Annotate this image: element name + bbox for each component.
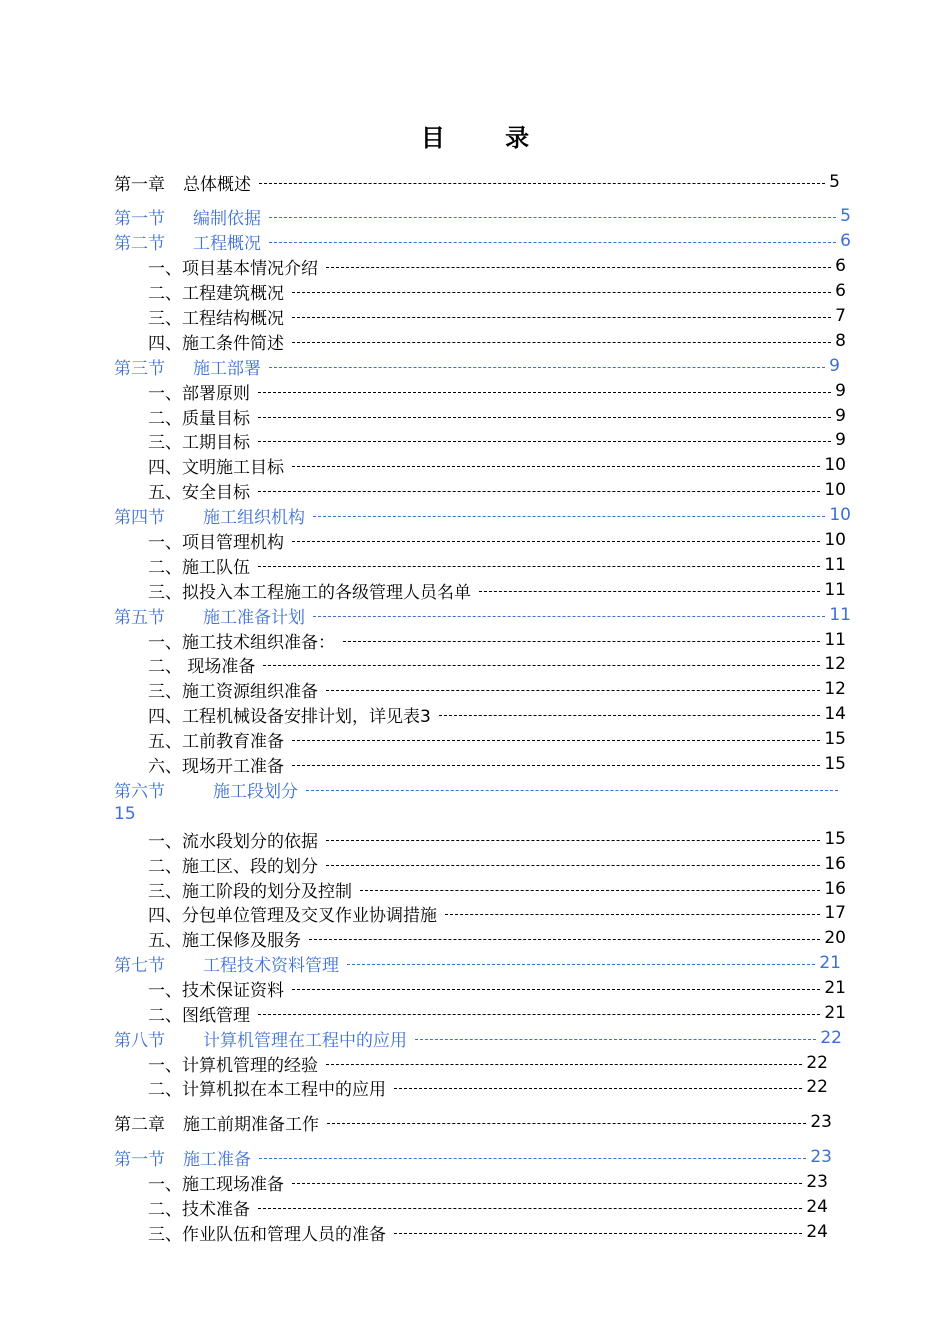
toc-entry-number: 五、施工保修及服务 xyxy=(148,930,301,951)
toc-entry-label xyxy=(148,702,431,727)
dot-leader xyxy=(269,217,836,218)
toc-entry-number: 二、质量目标 xyxy=(148,408,250,429)
toc-entry[interactable] xyxy=(148,279,846,303)
toc-entry-page: 16 xyxy=(824,879,846,899)
dot-leader xyxy=(258,491,820,492)
dot-leader xyxy=(313,616,825,617)
dot-leader xyxy=(445,914,820,915)
toc-entry-page: 9 xyxy=(835,381,846,401)
toc-entry[interactable] xyxy=(148,702,846,726)
dot-leader xyxy=(292,765,820,766)
dot-leader xyxy=(306,790,838,791)
toc-entry-page: 11 xyxy=(824,580,846,600)
dot-leader xyxy=(326,865,820,866)
toc-entry-page: 21 xyxy=(824,1003,846,1023)
toc-entry-page: 15 xyxy=(114,804,136,824)
toc-entry-label xyxy=(148,553,250,578)
toc-entry-title: 施工准备计划 xyxy=(203,607,305,628)
dot-leader xyxy=(292,317,831,318)
toc-entry-page: 23 xyxy=(810,1147,832,1167)
toc-entry-number: 一、项目管理机构 xyxy=(148,532,284,553)
dot-leader xyxy=(360,890,820,891)
toc-entry[interactable] xyxy=(114,170,840,194)
toc-entry-page: 5 xyxy=(829,172,840,192)
toc-entry-label xyxy=(148,478,250,503)
dot-leader xyxy=(269,367,825,368)
toc-entry-label xyxy=(148,578,471,603)
toc-entry-page: 12 xyxy=(824,654,846,674)
toc-entry-label xyxy=(148,1051,318,1076)
toc-entry-number: 二、施工队伍 xyxy=(148,557,250,578)
toc-entry[interactable] xyxy=(148,578,846,602)
dot-leader xyxy=(394,1088,802,1089)
toc-entry-title: 施工部署 xyxy=(193,358,261,379)
toc-entry-number: 第五节 xyxy=(114,607,165,628)
toc-entry[interactable] xyxy=(114,1145,832,1169)
toc-entry-label xyxy=(148,1220,386,1245)
toc-entry-number: 五、工前教育准备 xyxy=(148,731,284,752)
toc-entry[interactable] xyxy=(148,404,846,428)
toc-entry-page: 16 xyxy=(824,854,846,874)
toc-entry-number: 三、工期目标 xyxy=(148,432,250,453)
toc-entry-page: 20 xyxy=(824,928,846,948)
toc-entry-page: 11 xyxy=(824,555,846,575)
dot-leader xyxy=(292,541,820,542)
toc-entry-page: 21 xyxy=(824,978,846,998)
toc-entry-page: 15 xyxy=(824,754,846,774)
toc-entry[interactable] xyxy=(148,1220,828,1244)
toc-entry-number: 第七节 xyxy=(114,955,165,976)
dot-leader xyxy=(258,1014,820,1015)
toc-entry-page: 9 xyxy=(835,430,846,450)
toc-entry-label xyxy=(148,1075,386,1100)
toc-entry-page: 24 xyxy=(806,1222,828,1242)
toc-entry[interactable] xyxy=(148,926,846,950)
toc-entry-label xyxy=(114,170,251,195)
dot-leader xyxy=(269,242,836,243)
toc-entry-number: 第六节 xyxy=(114,781,165,802)
toc-entry-label xyxy=(114,777,298,802)
toc-entry-number: 二、计算机拟在本工程中的应用 xyxy=(148,1079,386,1100)
toc-entry-label xyxy=(148,727,284,752)
toc-entry-page: 9 xyxy=(835,406,846,426)
toc-entry[interactable] xyxy=(148,827,846,851)
toc-entry-number: 一、流水段划分的依据 xyxy=(148,831,318,852)
dot-leader xyxy=(326,267,831,268)
dot-leader xyxy=(292,1183,802,1184)
dot-leader xyxy=(327,1123,806,1124)
toc-entry-label xyxy=(148,304,284,329)
toc-entry-label xyxy=(148,677,318,702)
dot-leader xyxy=(263,665,820,666)
toc-entry[interactable] xyxy=(148,877,846,901)
dot-leader xyxy=(347,964,815,965)
toc-entry[interactable] xyxy=(148,1051,828,1075)
toc-entry-number: 第一节 xyxy=(114,208,165,229)
toc-entry-number: 一、施工技术组织准备： xyxy=(148,632,335,653)
toc-entry-page: 23 xyxy=(810,1112,832,1132)
dot-leader xyxy=(415,1039,816,1040)
toc-entry-number: 一、技术保证资料 xyxy=(148,980,284,1001)
toc-entry-number: 第二节 xyxy=(114,233,165,254)
dot-leader xyxy=(258,1208,802,1209)
dot-leader xyxy=(292,342,831,343)
toc-entry-title: 工程技术资料管理 xyxy=(203,955,339,976)
toc-entry-label xyxy=(114,503,305,528)
toc-entry[interactable] xyxy=(114,951,841,975)
toc-entry-label xyxy=(148,279,284,304)
toc-entry-number: 一、项目基本情况介绍 xyxy=(148,258,318,279)
toc-entry-page: 15 xyxy=(824,729,846,749)
toc-entry[interactable] xyxy=(114,777,842,801)
dot-leader xyxy=(313,516,825,517)
toc-entry[interactable] xyxy=(148,976,846,1000)
toc-entry-page: 10 xyxy=(829,505,851,525)
toc-entry[interactable] xyxy=(114,503,851,527)
toc-entry-page: 22 xyxy=(806,1053,828,1073)
toc-entry-label xyxy=(148,379,250,404)
toc-entry[interactable] xyxy=(148,1001,846,1025)
toc-entry-page: 6 xyxy=(840,231,851,251)
toc-entry-title: 总体概述 xyxy=(183,174,251,195)
dot-leader xyxy=(258,417,831,418)
toc-entry[interactable] xyxy=(148,478,846,502)
toc-entry-number: 第一章 xyxy=(114,174,165,195)
toc-entry-number: 第三节 xyxy=(114,358,165,379)
toc-entry-page: 24 xyxy=(806,1197,828,1217)
toc-entry[interactable] xyxy=(114,204,851,228)
toc-entry[interactable] xyxy=(148,453,846,477)
toc-entry[interactable] xyxy=(148,254,846,278)
toc-entry-page: 10 xyxy=(824,530,846,550)
toc-entry-label xyxy=(148,453,284,478)
dot-leader xyxy=(258,392,831,393)
toc-entry-page: 6 xyxy=(835,281,846,301)
toc-entry-number: 四、工程机械设备安排计划，详见表3 xyxy=(148,706,431,727)
page-title: 目 录 xyxy=(420,124,556,152)
toc-entry-number: 三、施工阶段的划分及控制 xyxy=(148,881,352,902)
toc-entry-page: 6 xyxy=(835,256,846,276)
toc-entry-label xyxy=(148,976,284,1001)
toc-entry-label xyxy=(148,827,318,852)
toc-entry-page: 8 xyxy=(835,331,846,351)
toc-entry[interactable] xyxy=(148,304,846,328)
toc-entry-number: 三、拟投入本工程施工的各级管理人员名单 xyxy=(148,582,471,603)
toc-entry-page: 22 xyxy=(820,1028,842,1048)
toc-entry-page: 22 xyxy=(806,1077,828,1097)
toc-entry-number: 三、施工资源组织准备 xyxy=(148,681,318,702)
dot-leader xyxy=(259,183,825,184)
toc-entry[interactable] xyxy=(114,1110,832,1134)
toc-entry-title: 工程概况 xyxy=(193,233,261,254)
toc-entry-page: 9 xyxy=(829,356,840,376)
toc-entry[interactable] xyxy=(148,528,846,552)
toc-entry-number: 第八节 xyxy=(114,1030,165,1051)
toc-entry-label xyxy=(148,428,250,453)
toc-entry-title: 施工前期准备工作 xyxy=(183,1114,319,1135)
toc-entry-label xyxy=(148,852,318,877)
toc-entry-number: 六、现场开工准备 xyxy=(148,756,284,777)
toc-entry-number: 五、安全目标 xyxy=(148,482,250,503)
toc-entry-number: 二、施工区、段的划分 xyxy=(148,856,318,877)
toc-entry-label xyxy=(114,1110,319,1135)
toc-entry-page: 21 xyxy=(819,953,841,973)
toc-entry-title: 施工准备 xyxy=(183,1149,251,1170)
toc-entry-number: 第四节 xyxy=(114,507,165,528)
toc-entry[interactable] xyxy=(148,901,846,925)
toc-entry[interactable] xyxy=(148,379,846,403)
dot-leader xyxy=(326,690,820,691)
dot-leader xyxy=(309,939,820,940)
toc-entry[interactable] xyxy=(148,752,846,776)
dot-leader xyxy=(326,1064,802,1065)
toc-entry-label xyxy=(114,1145,251,1170)
toc-entry[interactable] xyxy=(148,652,846,676)
toc-entry-label xyxy=(114,603,305,628)
dot-leader xyxy=(343,641,820,642)
dot-leader xyxy=(258,441,831,442)
toc-entry[interactable] xyxy=(148,727,846,751)
toc-entry-title: 编制依据 xyxy=(193,208,261,229)
toc-entry-page: 15 xyxy=(824,829,846,849)
toc-entry[interactable] xyxy=(148,628,846,652)
toc-entry-page: 23 xyxy=(806,1172,828,1192)
toc-entry[interactable] xyxy=(114,229,851,253)
toc-entry-page: 11 xyxy=(824,630,846,650)
toc-entry-page: 17 xyxy=(824,903,846,923)
dot-leader xyxy=(292,740,820,741)
toc-entry-title: 施工组织机构 xyxy=(203,507,305,528)
toc-entry[interactable] xyxy=(148,553,846,577)
toc-entry-label xyxy=(148,528,284,553)
toc-entry-number: 一、计算机管理的经验 xyxy=(148,1055,318,1076)
toc-entry-label xyxy=(148,752,284,777)
toc-entry-page: 10 xyxy=(824,455,846,475)
toc-entry-label xyxy=(148,877,352,902)
toc-entry-number: 一、部署原则 xyxy=(148,383,250,404)
toc-entry-number: 四、施工条件简述 xyxy=(148,333,284,354)
toc-entry[interactable] xyxy=(148,677,846,701)
toc-entry-page: 14 xyxy=(824,704,846,724)
toc-entry-label xyxy=(148,254,318,279)
toc-entry[interactable] xyxy=(114,1026,842,1050)
toc-entry-label xyxy=(148,628,335,653)
dot-leader xyxy=(292,989,820,990)
toc-entry-label xyxy=(114,354,261,379)
toc-entry-title: 计算机管理在工程中的应用 xyxy=(203,1030,407,1051)
dot-leader xyxy=(259,1158,806,1159)
toc-entry-number: 二、技术准备 xyxy=(148,1199,250,1220)
dot-leader xyxy=(439,715,821,716)
toc-entry-label xyxy=(114,229,261,254)
toc-entry-page: 12 xyxy=(824,679,846,699)
toc-entry-title: 施工段划分 xyxy=(213,781,298,802)
toc-entry-label xyxy=(148,1170,284,1195)
toc-entry-label xyxy=(114,1026,407,1051)
toc-entry-label xyxy=(148,1195,250,1220)
toc-entry-number: 四、文明施工目标 xyxy=(148,457,284,478)
toc-entry[interactable] xyxy=(148,428,846,452)
toc-entry-number: 第一节 xyxy=(114,1149,165,1170)
toc-entry[interactable] xyxy=(148,852,846,876)
toc-entry[interactable] xyxy=(148,1195,828,1219)
toc-entry-number: 二、 现场准备 xyxy=(148,656,256,677)
toc-entry-label xyxy=(148,329,284,354)
toc-entry-number: 四、分包单位管理及交叉作业协调措施 xyxy=(148,905,437,926)
toc-entry-page: 5 xyxy=(840,206,851,226)
toc-entry-page: 11 xyxy=(829,605,851,625)
toc-entry[interactable] xyxy=(148,1170,828,1194)
toc-entry-number: 第二章 xyxy=(114,1114,165,1135)
toc-entry[interactable] xyxy=(148,329,846,353)
toc-entry-label xyxy=(114,951,339,976)
toc-entry-page: 10 xyxy=(824,480,846,500)
toc-entry-number: 一、施工现场准备 xyxy=(148,1174,284,1195)
toc-entry-label xyxy=(148,926,301,951)
dot-leader xyxy=(394,1233,802,1234)
toc-entry[interactable] xyxy=(114,603,851,627)
toc-entry-label xyxy=(148,901,437,926)
dot-leader xyxy=(479,591,820,592)
toc-entry-label xyxy=(148,1001,250,1026)
toc-entry-page: 7 xyxy=(835,306,846,326)
toc-entry-number: 二、工程建筑概况 xyxy=(148,283,284,304)
toc-entry-number: 三、作业队伍和管理人员的准备 xyxy=(148,1224,386,1245)
toc-entry-label xyxy=(148,404,250,429)
toc-entry[interactable] xyxy=(148,1075,828,1099)
toc-entry[interactable] xyxy=(114,354,840,378)
dot-leader xyxy=(292,292,831,293)
dot-leader xyxy=(326,840,820,841)
toc-entry-label xyxy=(148,652,255,677)
toc-entry-number: 三、工程结构概况 xyxy=(148,308,284,329)
toc-entry-number: 二、图纸管理 xyxy=(148,1005,250,1026)
dot-leader xyxy=(258,566,820,567)
toc-entry-label xyxy=(114,204,261,229)
dot-leader xyxy=(292,466,820,467)
